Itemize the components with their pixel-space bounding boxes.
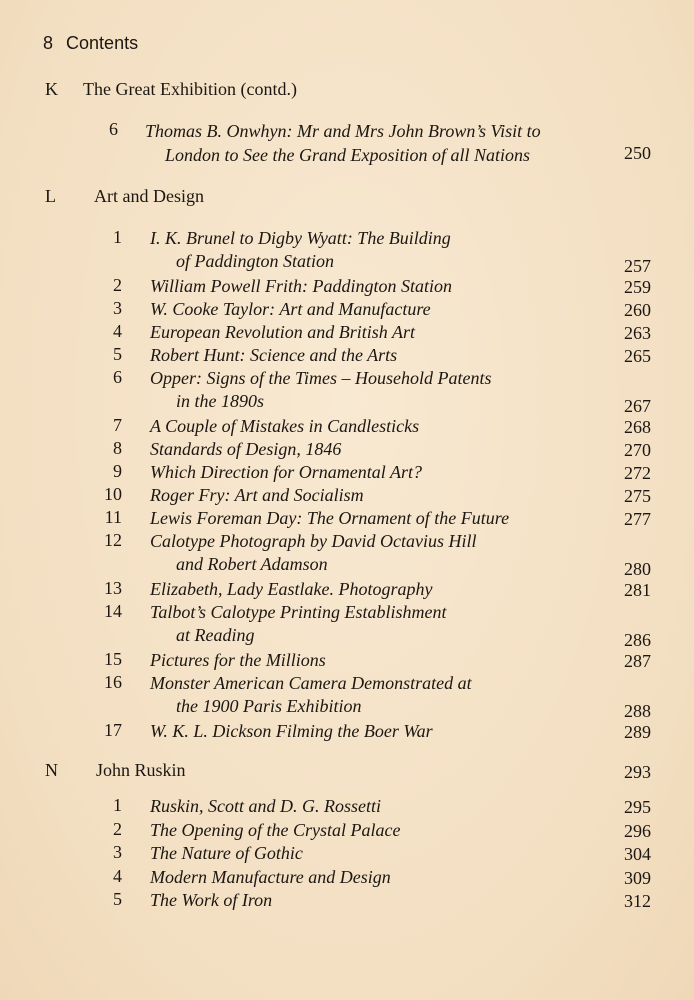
toc-item-page: 265	[624, 346, 651, 366]
toc-item-number: 10	[104, 484, 122, 504]
toc-item-number: 4	[113, 321, 122, 341]
toc-item-title	[150, 484, 364, 507]
toc-item-title	[150, 819, 400, 843]
toc-item-page: 260	[624, 300, 651, 320]
toc-item-title-line2: the 1900 Paris Exhibition	[176, 696, 362, 716]
toc-item-title-line2: and Robert Adamson	[176, 554, 328, 574]
toc-item-title-line2: London to See the Grand Exposition of all Nations	[165, 145, 530, 165]
section-title-l: Art and Design	[94, 186, 204, 206]
section-letter-l: L	[45, 186, 56, 206]
page-header	[43, 33, 138, 54]
page-number: 8	[43, 33, 54, 53]
toc-item-title-line1: Pictures for the Millions	[150, 650, 326, 670]
toc-item-title-line1: Standards of Design, 1846	[150, 439, 342, 459]
toc-item-page: 250	[624, 143, 651, 163]
toc-item-page: 259	[624, 277, 651, 297]
toc-item-title	[150, 367, 491, 413]
toc-item-title-line1: Monster American Camera Demonstrated at	[150, 673, 472, 693]
toc-item-title-line1: Roger Fry: Art and Socialism	[150, 485, 364, 505]
toc-item-number: 5	[113, 889, 122, 909]
toc-item-page: 270	[624, 440, 651, 460]
toc-item-title-line1: European Revolution and British Art	[150, 322, 415, 342]
toc-item-title	[150, 461, 422, 484]
toc-item-number: 14	[104, 601, 122, 621]
toc-item-title-line1: Modern Manufacture and Design	[150, 866, 391, 887]
toc-item-page: 289	[624, 722, 651, 742]
toc-item-number: 15	[104, 649, 122, 669]
toc-item-title	[145, 119, 541, 167]
toc-item-title	[150, 321, 415, 344]
section-title-n: John Ruskin	[96, 760, 186, 780]
toc-item-number: 1	[113, 227, 122, 247]
toc-item-page: 287	[624, 651, 651, 671]
toc-item-number: 6	[113, 367, 122, 387]
toc-item-title	[150, 275, 452, 298]
toc-item-page: 286	[624, 630, 651, 650]
toc-item-number: 16	[104, 672, 122, 692]
toc-item-title-line1: Thomas B. Onwhyn: Mr and Mrs John Brown’s Visit to	[145, 121, 541, 141]
toc-item-title-line2: in the 1890s	[176, 391, 264, 411]
toc-item-number: 3	[113, 298, 122, 318]
toc-item-number: 3	[113, 842, 122, 862]
toc-item-title-line1: Talbot’s Calotype Printing Establishment	[150, 602, 447, 622]
toc-item-title	[150, 672, 472, 718]
toc-item-title-line1: Opper: Signs of the Times – Household Patents	[150, 368, 492, 388]
toc-item-page: 272	[624, 463, 651, 483]
toc-item-title-line1: Which Direction for Ornamental Art?	[150, 462, 422, 482]
toc-item-title	[150, 795, 381, 819]
page-title: Contents	[66, 33, 139, 53]
toc-item-page: 267	[624, 396, 651, 416]
toc-item-title-line2: of Paddington Station	[176, 251, 335, 271]
toc-item-page: 257	[624, 256, 651, 276]
section-title-k: The Great Exhibition (contd.)	[83, 79, 297, 99]
toc-item-page: 312	[624, 891, 651, 911]
toc-item-title-line1: William Powell Frith: Paddington Station	[150, 276, 452, 296]
toc-item-title-line1: I. K. Brunel to Digby Wyatt: The Building	[150, 228, 451, 248]
toc-item-title-line1: The Nature of Gothic	[150, 843, 303, 863]
toc-item-number: 9	[113, 461, 122, 481]
toc-item-title-line1: W. K. L. Dickson Filming the Boer War	[150, 721, 433, 741]
toc-item-number: 7	[113, 415, 122, 435]
section-letter-n: N	[45, 760, 58, 780]
toc-item-title-line1: Elizabeth, Lady Eastlake. Photography	[150, 579, 433, 599]
toc-item-title	[150, 344, 397, 367]
toc-item-title-line1: The Opening of the Crystal Palace	[150, 819, 401, 840]
toc-item-number: 6	[109, 119, 118, 139]
toc-item-title	[150, 649, 326, 672]
toc-item-page: 280	[624, 559, 651, 579]
toc-item-title-line1: Ruskin, Scott and D. G. Rossetti	[150, 796, 381, 816]
toc-item-title	[150, 578, 432, 601]
toc-item-page: 277	[624, 509, 651, 529]
toc-item-page: 275	[624, 486, 651, 506]
toc-item-number: 12	[104, 530, 122, 550]
toc-item-page: 295	[624, 797, 651, 817]
toc-item-title	[150, 866, 391, 890]
toc-item-title	[150, 438, 341, 461]
toc-item-title-line1: Robert Hunt: Science and the Arts	[150, 345, 398, 365]
toc-item-page: 304	[624, 844, 651, 864]
toc-item-title	[150, 889, 272, 913]
toc-item-number: 1	[113, 795, 122, 815]
toc-item-number: 13	[104, 578, 122, 598]
toc-item-number: 11	[104, 507, 122, 527]
toc-item-page: 288	[624, 701, 651, 721]
toc-item-title	[150, 601, 447, 647]
section-page-n: 293	[624, 762, 651, 782]
toc-item-page: 296	[624, 820, 651, 841]
section-letter-k: K	[45, 79, 58, 99]
toc-item-number: 2	[113, 275, 122, 295]
toc-item-page: 309	[624, 867, 651, 888]
toc-item-number: 8	[113, 438, 122, 458]
toc-item-title	[150, 507, 509, 530]
toc-item-number: 5	[113, 344, 122, 364]
toc-item-title	[150, 530, 476, 576]
toc-item-title-line1: The Work of Iron	[150, 890, 273, 910]
toc-item-title-line1: Lewis Foreman Day: The Ornament of the Future	[150, 508, 510, 528]
toc-item-title-line1: W. Cooke Taylor: Art and Manufacture	[150, 299, 431, 319]
toc-item-title-line1: A Couple of Mistakes in Candlesticks	[150, 416, 420, 436]
toc-item-title	[150, 842, 303, 866]
toc-item-page: 268	[624, 417, 651, 437]
toc-item-number: 2	[113, 818, 122, 839]
toc-item-number: 4	[113, 865, 122, 886]
toc-item-title	[150, 415, 419, 438]
toc-item-title	[150, 720, 433, 743]
toc-item-title	[150, 298, 431, 321]
toc-item-title	[150, 227, 451, 273]
toc-item-page: 263	[624, 323, 651, 343]
toc-item-title-line1: Calotype Photograph by David Octavius Hill	[150, 531, 477, 551]
toc-item-title-line2: at Reading	[176, 625, 255, 645]
toc-item-page: 281	[624, 580, 651, 600]
toc-item-number: 17	[104, 720, 122, 740]
